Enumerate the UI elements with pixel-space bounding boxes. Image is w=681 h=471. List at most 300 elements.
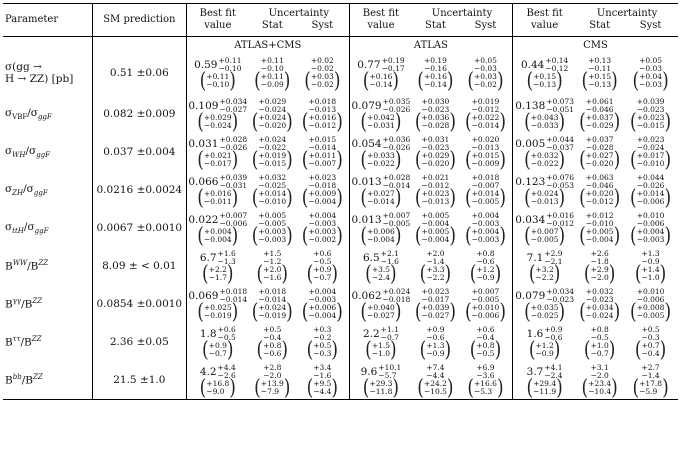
best-fit-value: 0.109	[188, 100, 219, 112]
paren-left: (	[630, 185, 637, 211]
error-down: −0.006	[636, 197, 665, 206]
error-down: −0.013	[308, 105, 337, 114]
error-down: −2.4	[371, 273, 391, 282]
error-up: +0.032	[258, 173, 287, 182]
observed	[350, 288, 412, 304]
paren-right: )	[446, 375, 454, 401]
error-down: −0.005	[382, 219, 411, 228]
paren-left: (	[199, 68, 207, 94]
error-down: −0.003	[258, 235, 287, 244]
error-up: +0.024	[258, 135, 287, 144]
error-up: +0.020	[471, 135, 500, 144]
stat-cell	[249, 323, 296, 361]
error-down: −0.027	[219, 105, 248, 114]
best-fit-cell	[349, 209, 412, 247]
error-down: −1.4	[426, 257, 445, 266]
asym-error	[426, 364, 444, 380]
paren-left: (	[579, 185, 586, 211]
paren-right: )	[664, 147, 672, 173]
expected	[412, 223, 459, 249]
asym-error	[308, 136, 336, 152]
expected-error-values	[591, 342, 609, 358]
expected-error-values	[472, 190, 500, 206]
expected-error-values	[476, 266, 494, 282]
error-up: +0.039	[636, 97, 665, 106]
error-down: −0.10	[260, 64, 284, 73]
expected-error-values	[258, 190, 286, 206]
error-down: −5.9	[639, 386, 658, 396]
paren-left: (	[526, 68, 534, 94]
error-up: +3.3	[426, 265, 445, 274]
header-syst-1: Syst	[296, 20, 350, 37]
error-up: +0.3	[313, 325, 332, 334]
paren-right: )	[499, 109, 506, 135]
paren-right: )	[390, 261, 397, 287]
error-up: +0.034	[546, 287, 575, 296]
observed	[187, 250, 249, 266]
error-up: +0.9	[208, 341, 227, 350]
paren-right: )	[331, 337, 339, 363]
expected-error-values	[369, 380, 392, 396]
stat-cell	[576, 323, 623, 361]
stat-cell	[249, 51, 296, 95]
paren-left: (	[464, 185, 472, 211]
error-down: −11.9	[533, 386, 557, 396]
error-up: +0.009	[308, 189, 337, 198]
error-up: +0.7	[641, 341, 660, 350]
sm-prediction-cell: 0.0854 ±0.0010	[92, 285, 186, 323]
expected	[187, 68, 249, 94]
error-up: +0.029	[258, 97, 287, 106]
error-up: +4.1	[544, 362, 563, 372]
header-best-fit-2: Best fit	[349, 4, 412, 21]
best-fit-value: 3.7	[526, 365, 544, 378]
error-down: −0.018	[382, 295, 411, 304]
error-down: −0.3	[641, 333, 660, 342]
asym-error	[472, 288, 500, 304]
group-row	[3, 37, 678, 52]
expected-error	[360, 185, 402, 211]
error-up: +10.1	[378, 362, 402, 372]
observed	[623, 250, 678, 266]
error-down: −0.6	[426, 333, 445, 342]
paren-right: )	[558, 299, 566, 325]
error-down: −11.8	[369, 386, 393, 396]
error-down: −0.012	[471, 105, 500, 114]
observed	[187, 174, 249, 190]
asym-error	[586, 212, 614, 228]
paren-right: )	[446, 68, 454, 94]
best-fit-cell	[513, 361, 577, 399]
asym-error	[426, 250, 444, 266]
error-up: +0.040	[367, 303, 395, 312]
error-down: −0.2	[313, 333, 332, 342]
paren-right: )	[283, 375, 291, 401]
error-down: −0.017	[203, 159, 232, 168]
error-down: −0.003	[471, 235, 500, 244]
error-up: +2.8	[263, 362, 282, 372]
error-up: +1.6	[217, 249, 236, 258]
paren-left: (	[197, 223, 204, 249]
error-down: −0.7	[313, 273, 332, 282]
best-fit-cell	[513, 133, 577, 171]
error-down: −0.025	[258, 181, 287, 190]
error-up: +0.005	[421, 211, 450, 220]
paren-right: )	[558, 109, 566, 135]
paren-left: (	[251, 147, 259, 173]
best-fit-value: 0.022	[188, 214, 219, 226]
expected-error	[526, 68, 563, 94]
observed	[513, 136, 576, 152]
expected-error-values	[209, 342, 227, 358]
error-down: −0.02	[310, 64, 334, 73]
error-up: +7.4	[426, 362, 445, 372]
expected-error-values	[586, 152, 614, 168]
paren-left: (	[528, 261, 536, 287]
expected-error-values	[422, 304, 450, 320]
best-fit-cell	[513, 171, 577, 209]
paren-right: )	[286, 109, 293, 135]
error-down: −0.013	[421, 197, 450, 206]
expected-error-values	[367, 190, 395, 206]
error-up: +0.005	[421, 227, 450, 236]
expected-error	[464, 223, 506, 249]
observed	[623, 326, 678, 342]
stat-cell	[576, 51, 623, 95]
header-stat-2: Stat	[412, 20, 459, 37]
error-up: +0.005	[585, 227, 614, 236]
error-up: +0.044	[636, 173, 665, 182]
stat-cell	[412, 285, 459, 323]
asym-error	[258, 288, 286, 304]
error-up: +0.020	[585, 189, 614, 198]
syst-cell	[296, 361, 350, 399]
expected-error	[524, 299, 566, 325]
stat-cell	[412, 133, 459, 171]
paren-left: (	[632, 375, 640, 401]
paren-right: )	[613, 147, 621, 173]
error-up: +0.018	[219, 287, 248, 296]
error-up: +0.11	[206, 72, 230, 81]
error-down: −0.022	[367, 159, 395, 168]
asym-error	[422, 288, 450, 304]
paren-right: )	[394, 185, 402, 211]
error-down: −0.9	[426, 349, 445, 358]
best-fit-value: 0.034	[515, 214, 546, 226]
error-up: +0.8	[476, 249, 495, 258]
paren-right: )	[613, 109, 621, 135]
sm-prediction-cell: 0.51 ±0.06	[92, 51, 186, 95]
error-up: +0.03	[310, 72, 334, 81]
error-up: +0.021	[203, 151, 232, 160]
error-up: +0.007	[219, 211, 248, 220]
expected-error-values	[476, 342, 494, 358]
expected	[249, 109, 296, 135]
error-up: +0.010	[636, 211, 665, 220]
error-down: −0.005	[258, 219, 287, 228]
expected-error-values	[308, 114, 336, 130]
paren-right: )	[556, 375, 563, 401]
expected-error	[630, 109, 672, 135]
error-up: +0.004	[203, 227, 232, 236]
expected	[623, 109, 678, 135]
expected-error-values	[311, 73, 334, 89]
paren-left: (	[360, 185, 368, 211]
best-fit-value: 0.054	[351, 138, 382, 150]
expected-error	[197, 299, 239, 325]
error-up: +0.19	[423, 56, 447, 65]
paren-left: (	[301, 299, 309, 325]
expected-error-values	[204, 190, 232, 206]
parameter-cell	[3, 209, 92, 247]
error-down: −0.16	[423, 64, 447, 73]
paren-right: )	[286, 147, 293, 173]
best-fit-cell	[186, 247, 249, 285]
error-up: +0.19	[381, 56, 405, 65]
paren-right: )	[394, 223, 402, 249]
expected-error	[417, 68, 454, 94]
observed	[459, 250, 512, 266]
error-up: +0.16	[369, 72, 393, 81]
best-fit-cell	[186, 171, 249, 209]
expected-error	[360, 109, 402, 135]
expected-error	[632, 68, 669, 94]
paren-left: (	[467, 68, 474, 94]
error-down: −0.014	[367, 197, 395, 206]
expected-error-values	[637, 190, 665, 206]
asym-error	[258, 174, 286, 190]
error-down: −0.012	[421, 181, 450, 190]
expected-error	[251, 109, 293, 135]
error-down: −0.003	[308, 295, 337, 304]
paren-left: (	[360, 223, 368, 249]
paren-right: )	[231, 185, 239, 211]
paren-right: )	[229, 375, 236, 401]
error-up: +1.3	[641, 249, 660, 258]
asym-error	[639, 57, 662, 73]
error-down: −0.10	[218, 64, 242, 73]
paren-right: )	[449, 147, 456, 173]
error-down: −0.023	[421, 105, 450, 114]
paren-left: (	[301, 109, 309, 135]
error-down: −0.012	[546, 219, 575, 228]
asym-error	[586, 174, 614, 190]
header-uncertainty-2: Uncertainty	[412, 4, 513, 21]
stat-cell	[249, 133, 296, 171]
observed	[513, 98, 576, 114]
expected-error-values	[263, 342, 281, 358]
stat-cell	[412, 361, 459, 399]
expected-error-values	[641, 266, 659, 282]
expected-error-values	[204, 152, 232, 168]
paren-right: )	[336, 223, 343, 249]
error-up: +0.003	[308, 227, 337, 236]
error-up: +0.042	[367, 113, 395, 122]
paren-left: (	[360, 147, 368, 173]
best-fit-cell	[349, 95, 412, 133]
error-down: −0.004	[308, 197, 337, 206]
syst-cell	[459, 133, 513, 171]
error-up: +0.006	[367, 227, 395, 236]
paren-left: (	[630, 223, 637, 249]
paren-right: )	[390, 337, 397, 363]
asym-error	[586, 288, 614, 304]
group-cms: CMS	[513, 37, 678, 52]
error-down: −0.011	[203, 197, 232, 206]
asym-error	[588, 57, 611, 73]
error-up: +0.035	[382, 97, 411, 106]
paren-right: )	[659, 261, 667, 287]
error-down: −0.014	[258, 295, 287, 304]
paren-left: (	[464, 147, 472, 173]
expected-error-values	[261, 73, 284, 89]
observed	[350, 136, 412, 152]
error-down: −0.015	[258, 159, 287, 168]
paren-right: )	[336, 185, 343, 211]
error-down: −7.9	[260, 386, 280, 396]
paren-right: )	[392, 68, 400, 94]
paren-left: (	[579, 299, 586, 325]
best-fit-cell	[513, 285, 577, 323]
error-down: −2.4	[544, 370, 563, 380]
error-down: −0.004	[421, 219, 450, 228]
expected-error-values	[422, 114, 450, 130]
syst-cell	[296, 133, 350, 171]
parameter-cell	[3, 285, 92, 323]
error-down: −1.2	[263, 257, 282, 266]
expected-error-values	[308, 304, 336, 320]
paren-left: (	[197, 109, 204, 135]
asym-error	[591, 326, 609, 342]
paren-left: (	[419, 261, 427, 287]
error-up: +0.023	[308, 173, 337, 182]
error-down: −1.8	[590, 257, 609, 266]
error-down: −0.10	[206, 80, 230, 89]
header-uncertainty-3: Uncertainty	[576, 4, 678, 21]
paren-right: )	[226, 337, 234, 363]
paren-right: )	[449, 109, 456, 135]
observed	[296, 326, 349, 342]
error-up: +0.036	[421, 113, 450, 122]
best-fit-value: 0.066	[188, 176, 219, 188]
best-fit-cell	[513, 247, 577, 285]
asym-error	[426, 326, 444, 342]
error-down: −0.005	[530, 235, 559, 244]
asym-error	[263, 326, 281, 342]
expected-error	[360, 299, 402, 325]
error-up: +0.028	[382, 173, 411, 182]
parameter-name: $B^{\gamma\gamma}/B^{ZZ}$	[5, 297, 43, 311]
expected-error-values	[474, 380, 497, 396]
error-down: −0.012	[308, 121, 337, 130]
stat-cell	[412, 209, 459, 247]
asym-error	[308, 212, 336, 228]
error-down: −9.0	[206, 386, 225, 396]
expected-error-values	[531, 152, 559, 168]
expected-error-values	[472, 228, 500, 244]
results-table	[3, 3, 678, 400]
paren-right: )	[281, 261, 289, 287]
observed	[513, 212, 576, 228]
error-down: −0.6	[476, 257, 495, 266]
error-up: +0.034	[219, 97, 248, 106]
expected	[412, 68, 459, 94]
expected	[459, 223, 512, 249]
paren-left: (	[632, 68, 640, 94]
asym-error	[422, 212, 450, 228]
best-fit-value: 2.2	[362, 328, 380, 340]
paren-left: (	[630, 147, 637, 173]
error-down: −0.003	[471, 219, 500, 228]
error-down: −0.020	[421, 159, 450, 168]
error-down: −0.014	[308, 143, 337, 152]
error-down: −0.024	[585, 311, 614, 320]
error-up: +4.4	[217, 362, 236, 372]
best-fit-value: 0.079	[351, 100, 382, 112]
error-up: +2.9	[544, 249, 563, 258]
parameter-name: $B^{WW}/B^{ZZ}$	[5, 259, 49, 273]
error-down: −0.019	[203, 311, 232, 320]
syst-cell	[459, 171, 513, 209]
error-up: +0.030	[421, 97, 450, 106]
paren-left: (	[464, 109, 472, 135]
error-up: +0.5	[641, 325, 660, 334]
error-up: +0.039	[219, 173, 248, 182]
error-up: +0.024	[530, 189, 559, 198]
error-up: +1.5	[371, 341, 391, 350]
error-down: −0.014	[382, 181, 411, 190]
best-fit-value: 7.1	[526, 252, 544, 264]
syst-cell	[296, 247, 350, 285]
error-up: +3.1	[590, 362, 609, 372]
stat-cell	[249, 95, 296, 133]
expected-error-values	[263, 266, 281, 282]
best-fit-value: 0.069	[188, 290, 219, 302]
parameter-name: $\sigma_{ZH}/\sigma_{ggF}$	[5, 182, 48, 198]
asym-error	[313, 364, 331, 380]
error-up: +0.005	[258, 211, 287, 220]
error-down: −2.2	[426, 273, 445, 282]
stat-cell	[412, 323, 459, 361]
error-up: +0.8	[590, 325, 609, 334]
syst-cell	[296, 323, 350, 361]
paren-right: )	[499, 299, 506, 325]
error-up: +0.11	[260, 56, 284, 65]
error-up: +0.012	[585, 211, 614, 220]
paren-left: (	[579, 109, 586, 135]
best-fit-cell	[513, 95, 577, 133]
paren-left: (	[524, 147, 531, 173]
syst-cell	[459, 323, 513, 361]
syst-cell	[459, 247, 513, 285]
error-up: +0.011	[308, 151, 337, 160]
observed	[623, 364, 678, 380]
error-up: +0.015	[471, 151, 500, 160]
observed	[187, 364, 249, 380]
paren-right: )	[449, 299, 456, 325]
error-up: +0.019	[471, 97, 500, 106]
asym-error	[263, 250, 281, 266]
expected-error-values	[639, 73, 662, 89]
expected-error-values	[372, 266, 390, 282]
best-fit-value: 0.013	[351, 176, 382, 188]
paren-right: )	[394, 147, 402, 173]
error-up: +0.017	[636, 151, 665, 160]
paren-left: (	[251, 185, 259, 211]
stat-cell	[249, 171, 296, 209]
paren-right: )	[231, 223, 239, 249]
syst-cell	[459, 285, 513, 323]
